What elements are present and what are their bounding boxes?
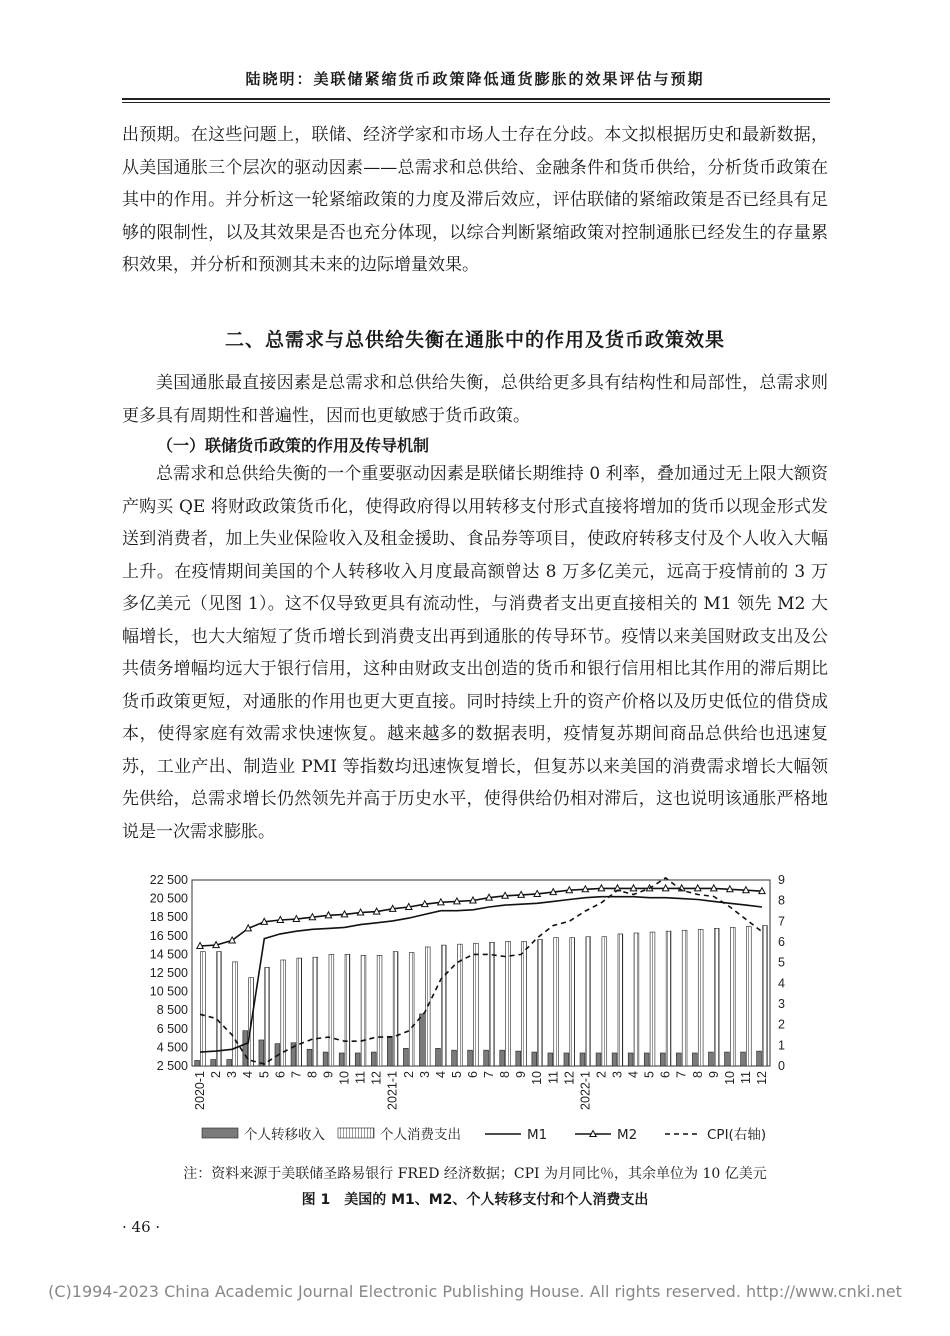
bar-transfer-income [323, 1052, 328, 1066]
bar-transfer-income [211, 1059, 216, 1066]
legend-swatch-consumption [338, 1128, 374, 1138]
x-tick-label: 3 [225, 1071, 240, 1078]
bar-transfer-income [612, 1053, 617, 1066]
bar-consumption-expenditure [570, 938, 575, 1066]
bar-consumption-expenditure [522, 941, 527, 1066]
figure-caption: 图 1 美国的 M1、M2、个人转移支付和个人消费支出 [301, 1192, 649, 1208]
bar-transfer-income [532, 1052, 537, 1066]
bar-consumption-expenditure [634, 933, 639, 1066]
bar-consumption-expenditure [297, 958, 302, 1066]
bar-transfer-income [243, 1031, 248, 1066]
figure-1-chart [130, 868, 810, 1158]
bar-transfer-income [548, 1053, 553, 1066]
bar-transfer-income [227, 1059, 232, 1066]
bar-consumption-expenditure [233, 962, 238, 1066]
x-tick-label: 8 [690, 1071, 705, 1078]
y-tick-label: 10 500 [149, 984, 188, 999]
bar-consumption-expenditure [682, 930, 687, 1066]
bar-transfer-income [387, 1036, 392, 1066]
legend-label: 个人转移收入 [244, 1127, 325, 1143]
x-tick-label: 4 [626, 1071, 641, 1078]
bar-consumption-expenditure [554, 938, 559, 1066]
x-tick-label: 10 [722, 1071, 737, 1085]
x-tick-label: 7 [482, 1071, 497, 1078]
bar-consumption-expenditure [377, 955, 382, 1066]
x-tick-label: 2 [401, 1071, 416, 1078]
bar-consumption-expenditure [730, 927, 735, 1066]
bar-consumption-expenditure [473, 943, 478, 1066]
bar-consumption-expenditure [698, 929, 703, 1066]
bar-consumption-expenditure [313, 957, 318, 1066]
bar-transfer-income [500, 1050, 505, 1066]
x-tick-label: 7 [289, 1071, 304, 1078]
bar-transfer-income [741, 1052, 746, 1066]
copyright-footer: (C)1994-2023 China Academic Journal Electronic Publishing House. All rights reserved. http://www.cnki.net [48, 1282, 902, 1301]
x-tick-label: 5 [257, 1071, 272, 1078]
paragraph-1: 出预期。在这些问题上，联储、经济学家和市场人士存在分歧。本文拟根据历史和最新数据，从美国通胀三个层次的驱动因素——总需求和总供给、金融条件和货币供给，分析货币政策在其中的作用。并分析这一轮紧缩政策的力度及滞后效应，评估联储的紧缩政策是否已经具有足够的限制性，以及其效果是否也充分体现，以综合判断紧缩政策对控制通胀已经发生的存量累积效果，并分析和预测其未来的边际增量效果。 [122, 125, 828, 275]
y2-tick-label: 7 [778, 914, 785, 929]
bar-consumption-expenditure [586, 937, 591, 1066]
x-tick-label: 4 [433, 1071, 448, 1078]
bar-transfer-income [628, 1053, 633, 1066]
bar-transfer-income [596, 1053, 601, 1066]
bar-transfer-income [516, 1051, 521, 1066]
bar-consumption-expenditure [602, 937, 607, 1066]
line-m2 [200, 888, 762, 946]
header-rule [122, 98, 830, 100]
paragraph-3: 总需求和总供给失衡的一个重要驱动因素是联储长期维持 0 利率，叠加通过无上限大额资产购买 QE 将财政政策货币化，使得政府得以用转移支付形式直接将增加的货币以现金形式发送到消费者，加上失业保险收入及租金援助、食品券等项目，使政府转移支付及个人收入大幅上升。在疫情期间美国的个人转移收入月度最高额曾达 8 万多亿美元，远高于疫情前的 3 万多亿美元（见图 1）。这不仅导致更具有流动性，与消费者支出更直接相关的 M1 领先 M2 大幅增长，也大大缩短了货币增长到消费支出再到通胀的传导环节。疫情以来美国财政支出及公共债务增幅均远大于银行信用，这种由财政支出创造的货币和银行信用相比其作用的滞后期比货币政策更短，对通胀的作用也更大更直接。同时持续上升的资产价格以及历史低位的借贷成本，使得家庭有效需求快速恢复。越来越多的数据表明，疫情复苏期间商品总供给也迅速复苏，工业产出、制造业 PMI 等指数均迅速恢复增长，但复苏以来美国的消费需求增长大幅领先供给，总需求增长仍然领先并高于历史水平，使得供给仍相对滞后，这也说明该通胀严格地说是一次需求膨胀。 [122, 464, 828, 842]
bar-consumption-expenditure [506, 941, 511, 1066]
y-tick-label: 16 500 [149, 928, 188, 943]
header-rule-thin [122, 102, 830, 103]
y2-tick-label: 5 [778, 955, 785, 970]
y-tick-label: 6 500 [156, 1021, 188, 1036]
bar-transfer-income [307, 1049, 312, 1066]
bar-transfer-income [692, 1053, 697, 1066]
bar-consumption-expenditure [361, 955, 366, 1066]
bar-consumption-expenditure [538, 940, 543, 1066]
x-tick-label: 9 [514, 1071, 529, 1078]
legend-label: CPI(右轴) [707, 1127, 767, 1143]
x-tick-label: 3 [417, 1071, 432, 1078]
bar-consumption-expenditure [393, 952, 398, 1066]
x-tick-label: 6 [465, 1071, 480, 1078]
x-tick-label: 4 [241, 1071, 256, 1078]
y2-tick-label: 3 [778, 997, 785, 1011]
bar-transfer-income [419, 1014, 424, 1066]
bar-consumption-expenditure [650, 932, 655, 1066]
x-tick-label: 12 [562, 1071, 577, 1085]
y-tick-label: 2 500 [156, 1059, 188, 1073]
x-tick-label: 9 [706, 1071, 721, 1078]
x-tick-label: 9 [321, 1071, 336, 1078]
x-tick-label: 5 [642, 1071, 657, 1078]
y-tick-label: 14 500 [149, 947, 188, 962]
x-tick-label: 10 [530, 1071, 545, 1085]
y-tick-label: 20 500 [149, 891, 188, 906]
subsection-title: （一）联储货币政策的作用及传导机制 [157, 436, 430, 455]
bar-consumption-expenditure [265, 967, 270, 1066]
bar-transfer-income [403, 1048, 408, 1066]
y2-tick-label: 1 [778, 1038, 785, 1053]
x-tick-label: 11 [738, 1071, 753, 1084]
bar-transfer-income [757, 1051, 762, 1066]
bar-consumption-expenditure [217, 952, 222, 1066]
y2-tick-label: 4 [778, 976, 785, 991]
bar-transfer-income [339, 1053, 344, 1066]
legend-swatch-transfer [202, 1128, 238, 1138]
y2-tick-label: 2 [778, 1017, 785, 1032]
bar-transfer-income [468, 1050, 473, 1066]
bar-consumption-expenditure [762, 926, 767, 1066]
bar-consumption-expenditure [666, 931, 671, 1066]
bar-transfer-income [676, 1053, 681, 1066]
bar-transfer-income [725, 1052, 730, 1066]
y2-tick-label: 6 [778, 935, 785, 949]
x-tick-label: 2 [594, 1071, 609, 1078]
x-tick-label: 2021-1 [385, 1071, 400, 1110]
y2-tick-label: 9 [778, 873, 785, 887]
legend-label: 个人消费支出 [380, 1127, 461, 1143]
legend-label: M1 [527, 1127, 548, 1143]
x-tick-label: 7 [674, 1071, 689, 1078]
bar-consumption-expenditure [281, 960, 286, 1066]
x-tick-label: 8 [498, 1071, 513, 1078]
bar-consumption-expenditure [490, 942, 495, 1066]
y-tick-label: 8 500 [156, 1003, 188, 1018]
y-tick-label: 22 500 [149, 873, 188, 887]
bar-consumption-expenditure [329, 954, 334, 1066]
bar-transfer-income [708, 1052, 713, 1066]
page-number: · 46 · [122, 1218, 161, 1236]
bar-consumption-expenditure [345, 954, 350, 1066]
y-tick-label: 4 500 [156, 1040, 188, 1055]
y-tick-label: 12 500 [149, 966, 188, 980]
x-tick-label: 12 [369, 1071, 384, 1085]
bar-transfer-income [259, 1040, 264, 1066]
bar-consumption-expenditure [201, 952, 206, 1066]
y-tick-label: 18 500 [149, 910, 188, 925]
bar-transfer-income [564, 1053, 569, 1066]
bar-consumption-expenditure [618, 934, 623, 1066]
y2-tick-label: 0 [778, 1059, 785, 1073]
bar-transfer-income [436, 1048, 441, 1066]
x-tick-label: 12 [754, 1071, 769, 1085]
x-tick-label: 10 [337, 1071, 352, 1085]
bar-consumption-expenditure [441, 945, 446, 1066]
x-tick-label: 6 [273, 1071, 288, 1078]
bar-consumption-expenditure [425, 947, 430, 1066]
bar-transfer-income [452, 1050, 457, 1066]
bar-transfer-income [355, 1053, 360, 1066]
bar-consumption-expenditure [409, 953, 414, 1066]
x-tick-label: 2020-1 [193, 1071, 208, 1110]
bar-transfer-income [371, 1052, 376, 1066]
x-tick-label: 2 [209, 1071, 224, 1078]
bar-transfer-income [580, 1053, 585, 1066]
bar-consumption-expenditure [714, 928, 719, 1066]
x-tick-label: 8 [305, 1071, 320, 1078]
paragraph-2: 美国通胀最直接因素是总需求和总供给失衡，总供给更多具有结构性和局部性，总需求则更多具有周期性和普遍性，因而也更敏感于货币政策。 [122, 373, 828, 426]
bar-transfer-income [484, 1050, 489, 1066]
bar-consumption-expenditure [746, 927, 751, 1067]
figure-note: 注：资料来源于美联储圣路易银行 FRED 经济数据；CPI 为月同比％，其余单位为 10 亿美元 [183, 1166, 767, 1182]
x-tick-label: 5 [449, 1071, 464, 1078]
bar-transfer-income [195, 1060, 200, 1066]
bar-transfer-income [644, 1053, 649, 1066]
running-header: 陆晓明：美联储紧缩货币政策降低通货膨胀的效果评估与预期 [245, 70, 705, 88]
legend-label: M2 [617, 1127, 638, 1143]
section-title: 二、总需求与总供给失衡在通胀中的作用及货币政策效果 [224, 329, 725, 351]
x-tick-label: 3 [610, 1071, 625, 1078]
x-tick-label: 11 [546, 1071, 561, 1084]
bar-transfer-income [660, 1053, 665, 1066]
y2-tick-label: 8 [778, 893, 785, 908]
x-tick-label: 11 [353, 1071, 368, 1084]
x-tick-label: 6 [658, 1071, 673, 1078]
x-tick-label: 2022-1 [578, 1071, 593, 1110]
